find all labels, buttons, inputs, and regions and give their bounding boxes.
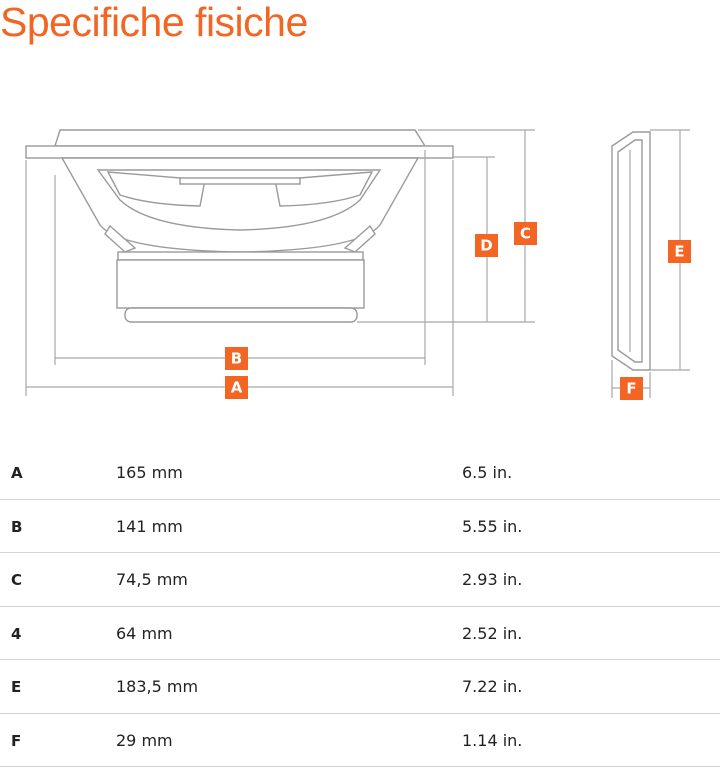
table-row xyxy=(0,607,720,661)
spec-in: 6.5 in. xyxy=(462,463,513,482)
dimension-label-d xyxy=(475,234,498,257)
spec-mm: 183,5 mm xyxy=(116,677,199,696)
spec-in: 1.14 in. xyxy=(462,730,523,750)
spec-mm: 64 mm xyxy=(116,623,173,643)
svg-text:C: C xyxy=(519,224,532,243)
spec-key: A xyxy=(11,464,23,482)
table-row xyxy=(0,714,720,768)
svg-text:E: E xyxy=(674,242,685,261)
spec-mm: 74,5 mm xyxy=(116,570,188,589)
table-row xyxy=(0,500,720,554)
dimension-label-e xyxy=(668,240,691,263)
svg-text:F: F xyxy=(626,379,637,398)
speaker-dimension-diagram xyxy=(0,120,720,410)
dimension-label-a xyxy=(225,376,248,399)
spec-mm: 165 mm xyxy=(116,463,183,482)
svg-text:B: B xyxy=(230,349,243,368)
spec-mm: 141 mm xyxy=(116,516,183,536)
table-row xyxy=(0,446,720,500)
spec-table xyxy=(0,446,720,767)
speaker-front-view xyxy=(612,132,650,370)
spec-mm: 29 mm xyxy=(116,730,173,750)
spec-in: 2.93 in. xyxy=(462,570,523,589)
dimension-label-c xyxy=(514,222,537,245)
spec-key: B xyxy=(11,517,23,536)
spec-in: 7.22 in. xyxy=(462,677,523,696)
svg-text:D: D xyxy=(480,236,493,255)
dimension-label-f xyxy=(620,377,643,400)
spec-key: F xyxy=(11,731,22,750)
spec-key: 4 xyxy=(11,624,22,643)
page-title: Specifiche fisiche xyxy=(0,0,308,45)
svg-text:A: A xyxy=(230,378,243,397)
table-row xyxy=(0,553,720,607)
table-row xyxy=(0,660,720,714)
spec-in: 2.52 in. xyxy=(462,623,523,643)
dimension-label-b xyxy=(225,347,248,370)
spec-in: 5.55 in. xyxy=(462,516,523,536)
spec-key: E xyxy=(11,678,22,696)
spec-key: C xyxy=(11,571,23,589)
speaker-side-view xyxy=(26,130,453,322)
